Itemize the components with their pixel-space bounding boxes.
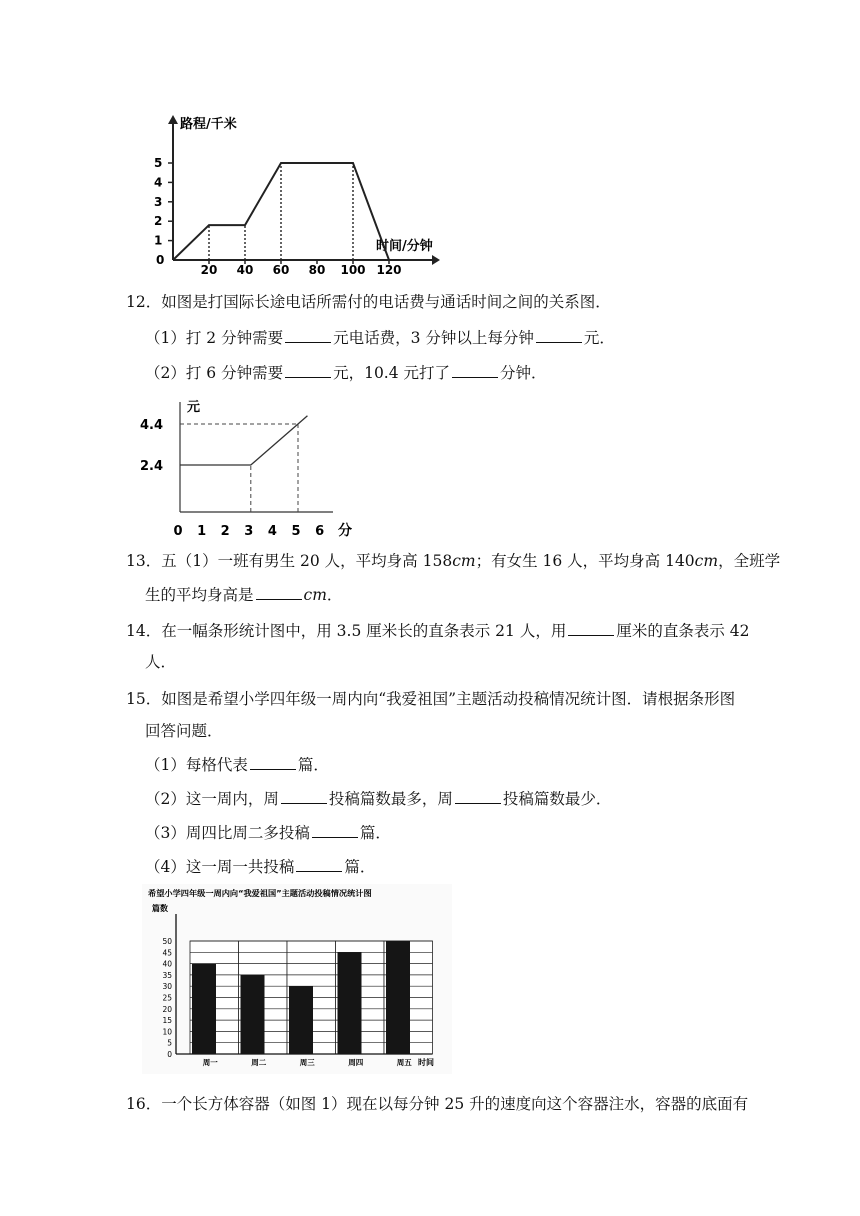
fig11-xlabel: 时间/分钟: [376, 239, 433, 254]
answer-blank[interactable]: [296, 856, 342, 872]
answer-blank[interactable]: [281, 788, 327, 804]
q13-number: 13．: [126, 552, 162, 570]
q15-s1-a: （1）每格代表: [145, 756, 248, 774]
fig15-category-label: 周三: [299, 1058, 315, 1067]
fig15-category-label: 周一: [202, 1058, 218, 1067]
fig11-xtick-label: 100: [340, 263, 366, 277]
fig11-xtick-label: 40: [236, 263, 254, 277]
fig11-y-arrow: [168, 115, 178, 124]
fig11-ytick-label: 1: [154, 233, 163, 248]
fig15-bar: [241, 975, 265, 1054]
fig15-ytick-label: 25: [162, 993, 172, 1003]
fig15-ytick-label: 35: [162, 970, 172, 980]
fig15-ytick-label: 0: [167, 1050, 172, 1059]
answer-blank[interactable]: [312, 822, 358, 838]
q13-line1: [126, 551, 780, 571]
q16-line1: [126, 1094, 748, 1114]
q14-text-3: 人．: [145, 653, 177, 671]
q12-sub2: [145, 362, 547, 383]
q13-line2: [145, 584, 342, 605]
q12-sub1: [145, 327, 615, 348]
q15-sub1: [145, 754, 329, 775]
q15-s2-a: （2）这一周内，周: [145, 790, 279, 808]
q13-unit-3: cm: [303, 586, 327, 604]
q14-text-2: 厘米的直条表示 42: [616, 622, 750, 640]
q13-text-2: ；有女生 16 人，平均身高 140: [475, 552, 695, 570]
q12-s2-b: 元，10.4 元打了: [333, 364, 451, 382]
fig11-xtick-label: 20: [200, 263, 218, 277]
answer-blank[interactable]: [455, 788, 501, 804]
fig11-ytick-label: 2: [154, 214, 163, 229]
fig15-ytick-label: 30: [162, 982, 172, 992]
q16-text-1: 一个长方体容器（如图 1）现在以每分钟 25 升的速度向这个容器注水，容器的底面有: [161, 1095, 749, 1113]
q15-line1: [126, 689, 735, 709]
fig15-bar: [192, 964, 216, 1054]
q15-s4-b: 篇．: [344, 858, 376, 876]
fig11-ytick-label: 5: [154, 156, 163, 170]
fig12-xtick-label: 5: [291, 524, 301, 539]
q13-unit-1: cm: [452, 552, 476, 570]
fig11-ytick-label: 4: [154, 175, 163, 190]
fig15-ytick-label: 40: [162, 959, 172, 969]
answer-blank[interactable]: [285, 327, 331, 343]
fig11-distance-time-chart: [140, 112, 440, 277]
fig15-ytick-label: 50: [162, 937, 172, 946]
fig15-ytick-label: 20: [162, 1004, 172, 1014]
q15-text-1: 如图是希望小学四年级一周内向“我爱祖国”主题活动投稿情况统计图．请根据条形图: [161, 690, 736, 708]
answer-blank[interactable]: [452, 362, 498, 378]
q12-text: 如图是打国际长途电话所需付的电话费与通话时间之间的关系图．: [161, 293, 611, 311]
q14-text-1: 在一幅条形统计图中，用 3.5 厘米长的直条表示 21 人，用: [161, 622, 567, 640]
fig12-ytick-label: 4.4: [140, 418, 164, 433]
fig15-xlabel: 时间: [418, 1058, 434, 1067]
fig15-ytick-label: 5: [167, 1038, 172, 1048]
q15-s4-a: （4）这一周一共投稿: [145, 858, 295, 876]
fig15-submission-bar-chart: [142, 884, 452, 1074]
q13-text-3: ，全班学: [718, 552, 781, 570]
q16-number: 16．: [126, 1095, 162, 1113]
fig11-x-arrow: [432, 255, 440, 265]
q12-s2-c: 分钟．: [500, 364, 547, 382]
q12-number: 12．: [126, 293, 162, 311]
fig15-bar: [386, 941, 410, 1054]
fig15-category-label: 周四: [348, 1058, 364, 1067]
fig12-ylabel: 元: [187, 400, 201, 415]
fig15-ytick-label: 15: [162, 1016, 172, 1026]
q15-s2-c: 投稿篇数最少．: [502, 790, 612, 808]
q15-s1-b: 篇．: [297, 756, 329, 774]
fig12-xtick-label: 3: [244, 524, 254, 539]
q13-text-1: 五（1）一班有男生 20 人，平均身高 158: [161, 552, 453, 570]
fig11-ytick-label: 3: [154, 194, 163, 209]
fig12-xlabel: 分: [338, 523, 352, 539]
fig15-title: 希望小学四年级一周内向“我爱祖国”主题活动投稿情况统计图: [148, 888, 372, 898]
fig15-category-label: 周二: [251, 1058, 267, 1067]
q15-sub4: [145, 856, 375, 877]
q12-stem: [126, 292, 611, 312]
q14-line2: [145, 652, 176, 672]
q15-sub2: [145, 788, 611, 809]
q15-s3-b: 篇．: [359, 824, 391, 842]
q15-s2-b: 投稿篇数最多，周: [328, 790, 453, 808]
q13-unit-2: cm: [694, 552, 719, 570]
fig12-xtick-label: 0: [173, 524, 183, 539]
q14-line1: [126, 620, 749, 641]
q14-number: 14．: [126, 622, 162, 640]
fig12-xtick-label: 6: [315, 524, 325, 539]
fig11-xtick-label: 120: [376, 263, 402, 277]
fig12-xtick-label: 1: [197, 524, 207, 539]
q15-s3-a: （3）周四比周二多投稿: [145, 824, 310, 842]
fig12-fee-line: [180, 416, 307, 465]
q12-s2-a: （2）打 6 分钟需要: [145, 364, 284, 382]
fig15-bar: [338, 952, 362, 1054]
q13-text-4: 生的平均身高是: [145, 586, 254, 604]
q12-s1-a: （1）打 2 分钟需要: [145, 329, 284, 347]
answer-blank[interactable]: [285, 362, 331, 378]
fig11-ylabel: 路程/千米: [180, 117, 237, 132]
answer-blank[interactable]: [250, 754, 296, 770]
fig12-xtick-label: 2: [220, 524, 230, 539]
fig11-xtick-label: 60: [272, 263, 290, 277]
fig12-ytick-label: 2.4: [140, 459, 164, 474]
q13-text-5: ．: [326, 586, 343, 604]
fig11-xtick-label: 80: [308, 263, 326, 277]
answer-blank[interactable]: [536, 327, 582, 343]
q15-number: 15．: [126, 690, 162, 708]
q15-sub3: [145, 822, 391, 843]
fig15-category-label: 周五: [396, 1058, 412, 1067]
fig11-origin: 0: [156, 253, 165, 267]
fig15-ytick-label: 45: [162, 948, 172, 958]
q15-line2: [145, 721, 223, 741]
fig12-phone-fee-chart: [140, 390, 365, 540]
q15-text-2: 回答问题．: [145, 722, 223, 740]
fig15-bar: [289, 986, 313, 1054]
fig15-ylabel: 篇数: [152, 904, 168, 913]
fig15-ytick-label: 10: [162, 1027, 172, 1037]
fig12-xtick-label: 4: [267, 524, 277, 539]
q12-s1-b: 元电话费，3 分钟以上每分钟: [333, 329, 534, 347]
answer-blank[interactable]: [256, 584, 302, 600]
answer-blank[interactable]: [568, 620, 614, 636]
q12-s1-c: 元．: [583, 329, 615, 347]
